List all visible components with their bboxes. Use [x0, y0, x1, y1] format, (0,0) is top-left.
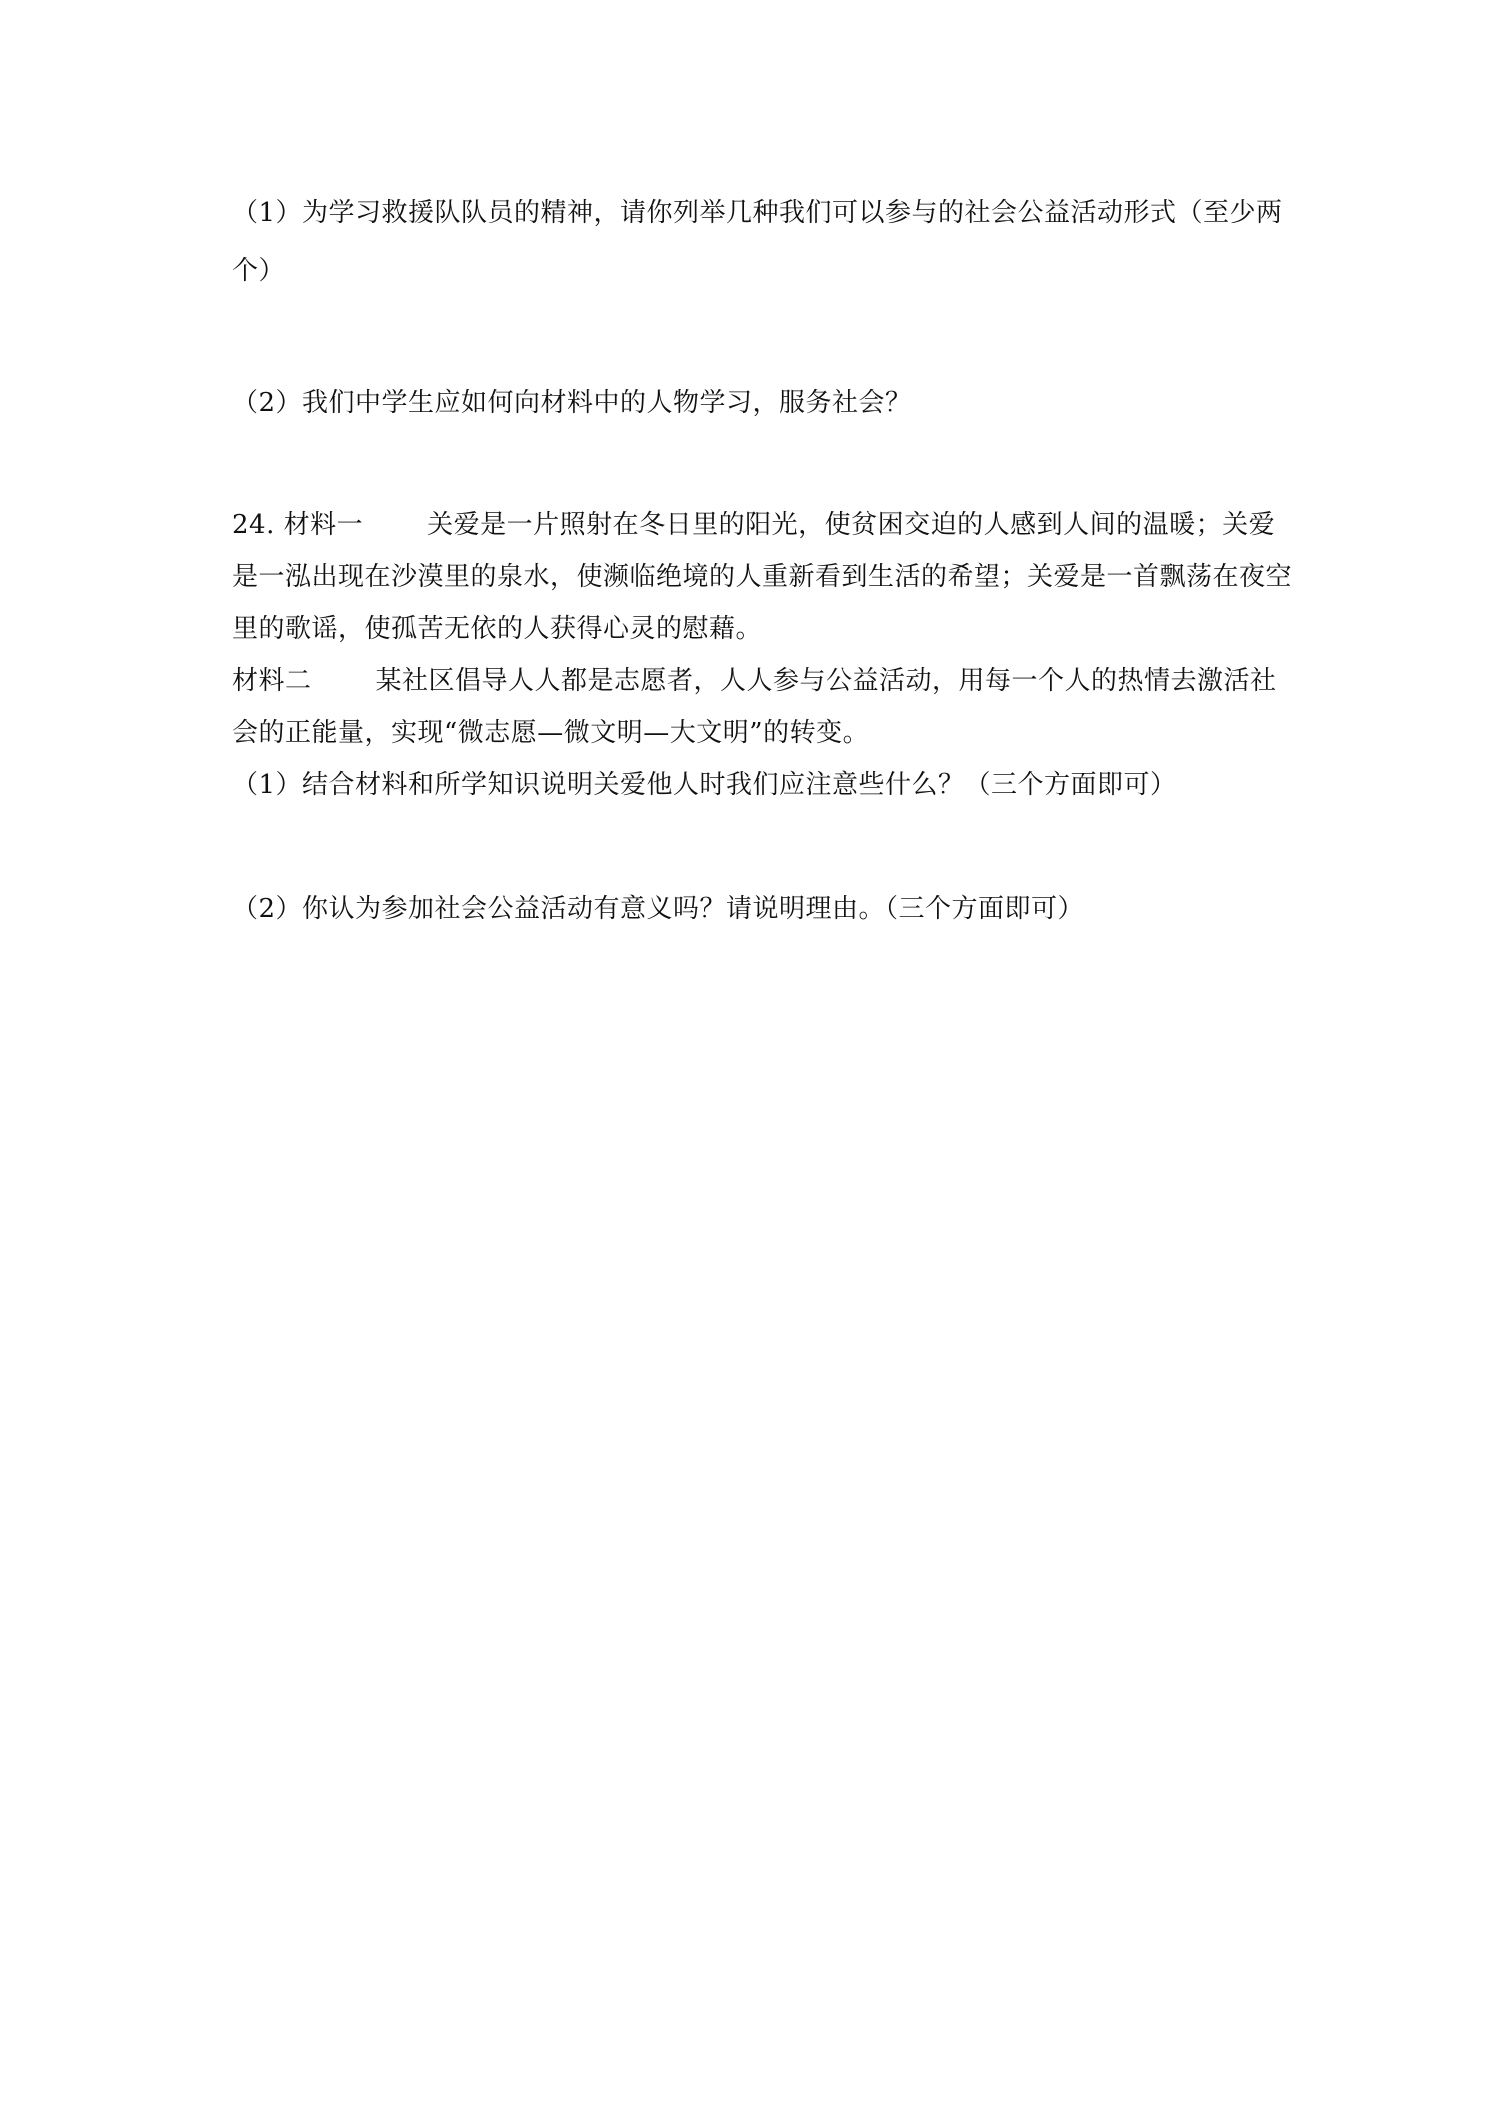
q24-material2-line2: 会的正能量，实现“微志愿—微文明—大文明”的转变。 — [232, 718, 870, 748]
q24-material1-line3: 里的歌谣，使孤苦无依的人获得心灵的慰藉。 — [232, 614, 763, 644]
q24-material1-line2: 是一泓出现在沙漠里的泉水，使濒临绝境的人重新看到生活的希望；关爱是一首飘荡在夜空 — [232, 562, 1293, 592]
q24-material2-label: 材料二 — [232, 666, 312, 696]
q24-material1-line1 — [232, 508, 1292, 542]
q24-material1-text: 关爱是一片照射在冬日里的阳光，使贫困交迫的人感到人间的温暖；关爱 — [427, 510, 1276, 540]
q24-number: 24. 材料一 — [232, 510, 364, 540]
q24-material2-line1 — [232, 664, 1292, 698]
q24-sub2: （2）你认为参加社会公益活动有意义吗？请说明理由。（三个方面即可） — [232, 894, 1085, 924]
q23-sub2: （2）我们中学生应如何向材料中的人物学习，服务社会？ — [232, 388, 912, 418]
q24-material2-text: 某社区倡导人人都是志愿者，人人参与公益活动，用每一个人的热情去激活社 — [375, 666, 1277, 696]
q24-sub1: （1）结合材料和所学知识说明关爱他人时我们应注意些什么？（三个方面即可） — [232, 770, 1177, 800]
q23-sub1-line1: （1）为学习救援队队员的精神，请你列举几种我们可以参与的社会公益活动形式（至少两 — [232, 198, 1283, 228]
q23-sub1-line2: 个） — [232, 256, 286, 286]
